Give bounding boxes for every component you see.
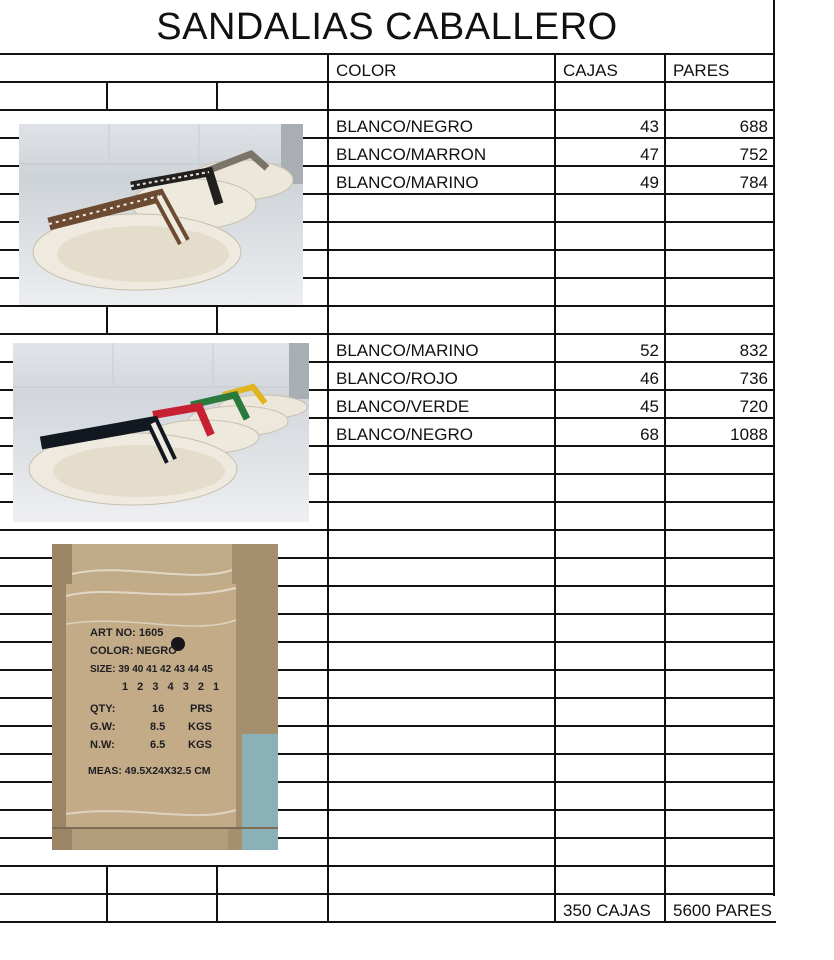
cajas-cell: 43 xyxy=(640,117,659,136)
color-cell: BLANCO/NEGRO xyxy=(336,425,473,444)
box-meas-text: MEAS: 49.5X24X32.5 CM xyxy=(88,765,211,777)
pares-cell: 736 xyxy=(739,369,768,388)
box-photo xyxy=(52,544,278,850)
grid-row-line xyxy=(0,921,776,923)
pares-cell: 720 xyxy=(739,397,768,416)
grid-row-line xyxy=(0,893,774,895)
box-qty-value: 16 xyxy=(152,703,165,715)
grid-row-line xyxy=(0,109,774,111)
cajas-cell: 68 xyxy=(640,425,659,444)
grid-column-line xyxy=(106,866,108,922)
box-nw-value: 6.5 xyxy=(150,739,166,751)
pares-cell: 784 xyxy=(739,173,768,192)
color-cell: BLANCO/ROJO xyxy=(336,369,458,388)
box-nw-label: N.W: xyxy=(90,739,115,751)
grid-row-line xyxy=(0,865,774,867)
box-gw-label: G.W: xyxy=(90,721,116,733)
cajas-cell: 52 xyxy=(640,341,659,360)
box-nw-unit: KGS xyxy=(188,739,212,751)
header-cajas: CAJAS xyxy=(563,61,618,80)
cajas-cell: 47 xyxy=(640,145,659,164)
grid-row-line xyxy=(0,305,774,307)
header-pares: PARES xyxy=(673,61,730,80)
box-size-counts: 1 2 3 4 3 2 1 xyxy=(122,681,223,693)
sandals-photo-2 xyxy=(13,343,309,522)
pares-cell: 1088 xyxy=(730,425,768,444)
cajas-cell: 46 xyxy=(640,369,659,388)
box-gw-value: 8.5 xyxy=(150,721,166,733)
box-qty-label: QTY: xyxy=(90,703,116,715)
total-cajas: 350 CAJAS xyxy=(563,901,651,920)
color-cell: BLANCO/MARINO xyxy=(336,173,479,192)
box-qty-unit: PRS xyxy=(190,703,213,715)
grid-column-line xyxy=(216,306,218,334)
color-cell: BLANCO/NEGRO xyxy=(336,117,473,136)
pares-cell: 752 xyxy=(739,145,768,164)
box-size-text: SIZE: 39 40 41 42 43 44 45 xyxy=(90,664,213,675)
header-color: COLOR xyxy=(336,61,397,80)
color-cell: BLANCO/MARRON xyxy=(336,145,487,164)
grid-row-line xyxy=(0,529,774,531)
grid-column-line xyxy=(106,82,108,110)
grid-column-line xyxy=(216,82,218,110)
sandals-photo-1 xyxy=(19,124,303,305)
cajas-cell: 45 xyxy=(640,397,659,416)
box-color-text: COLOR: NEGRO xyxy=(90,645,177,657)
pares-cell: 832 xyxy=(739,341,768,360)
pares-cell: 688 xyxy=(739,117,768,136)
grid-row-line xyxy=(0,333,774,335)
grid-column-line xyxy=(327,54,329,923)
cajas-cell: 49 xyxy=(640,173,659,192)
grid-column-line xyxy=(216,866,218,922)
sheet-title: SANDALIAS CABALLERO xyxy=(156,5,618,48)
color-cell: BLANCO/MARINO xyxy=(336,341,479,360)
box-gw-unit: KGS xyxy=(188,721,212,733)
grid-column-line xyxy=(773,0,775,896)
box-art-text: ART NO: 1605 xyxy=(90,627,164,639)
total-pares: 5600 PARES xyxy=(673,901,772,920)
color-cell: BLANCO/VERDE xyxy=(336,397,470,416)
grid-column-line xyxy=(106,306,108,334)
grid-row-line xyxy=(0,53,774,55)
